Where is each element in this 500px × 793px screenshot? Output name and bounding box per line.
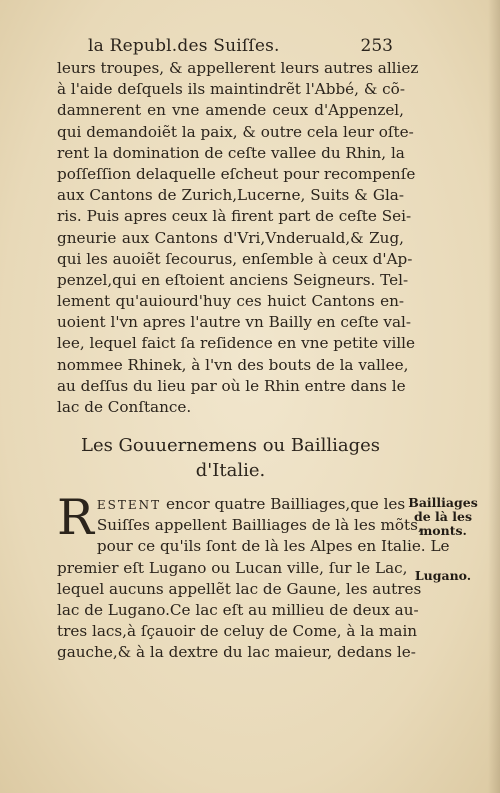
body-paragraph [57,58,419,418]
drop-cap: R [57,489,94,546]
text-line: premier eſt Lugano ou Lucan ville, ſur le Lac, [57,558,408,577]
text-line: ris. Puis apres ceux là firent part de ceſte Sei- [57,207,412,226]
margin-note-line: monts. [419,523,467,538]
text-line: qui les auoiẽt ſecourus, enſemble à ceux d'Ap- [57,249,413,268]
page-edge-shadow [488,0,500,793]
text-line: Suiſſes appellent Bailliages de là les mõts, [96,516,423,535]
first-word: ESTENT [96,498,162,512]
text-line: lac de Lugano.Ce lac eſt au millieu de deux au- [57,600,419,619]
page-number: 253 [360,36,393,56]
text-line: gneurie aux Cantons d'Vri,Vnderuald,& Zug, [57,228,404,247]
text-line: à l'aide deſquels ils maintindrẽt l'Abbé, & cõ- [57,80,405,99]
text-line: rent la domination de ceſte vallee du Rhin, la [57,143,405,162]
first-line-rest: encor quatre Bailliages,que les [165,495,406,513]
text-line: lac de Conſtance. [57,398,192,416]
text-line: tres lacs,à ſçauoir de celuy de Come, à la main [57,622,418,641]
text-line [57,494,404,515]
text-line: pour ce qu'ils ſont de là les Alpes en Italie. Le [96,537,450,556]
text-line: au deſſus du lieu par où le Rhin entre dans le [57,376,406,395]
margin-note-lugano: Lugano. [414,568,472,583]
running-title: la Republ.des Suiſſes. [88,36,280,56]
heading-line: Les Gouuernemens ou Bailliages [80,435,381,456]
text-line: aux Cantons de Zurich,Lucerne, Suits & Gla- [57,186,404,205]
text-line: qui demandoiẽt la paix, & outre cela leur oſte- [57,122,414,141]
text-line: leurs troupes, & appellerent leurs autres alliez [57,59,419,77]
section-heading [57,433,404,483]
text-line: lequel aucuns appellẽt lac de Gaune, les autres [57,579,422,598]
text-line: nommee Rhinek, à l'vn des bouts de la vallee, [57,355,409,374]
text-line: lee, lequel faict ſa reſidence en vne petite ville [57,334,416,353]
text-line: penzel,qui en eſtoient anciens Seigneurs. Tel- [57,270,409,289]
text-line: damnerent en vne amende ceux d'Appenzel, [57,101,404,120]
heading-line: d'Italie. [195,460,266,481]
margin-note-bailliages [398,496,488,538]
page-header [88,36,393,56]
text-line: lement qu'auiourd'huy ces huict Cantons en- [57,292,404,311]
text-line: uoient l'vn apres l'autre vn Bailly en ceſte val- [57,313,412,332]
margin-note-line: de là les [414,509,472,524]
text-line: poſſeſſion delaquelle eſcheut pour recompenſe [57,164,416,183]
margin-note-line: Bailliages [408,495,478,510]
text-line: gauche,& à la dextre du lac maieur, dedans le- [57,643,416,662]
